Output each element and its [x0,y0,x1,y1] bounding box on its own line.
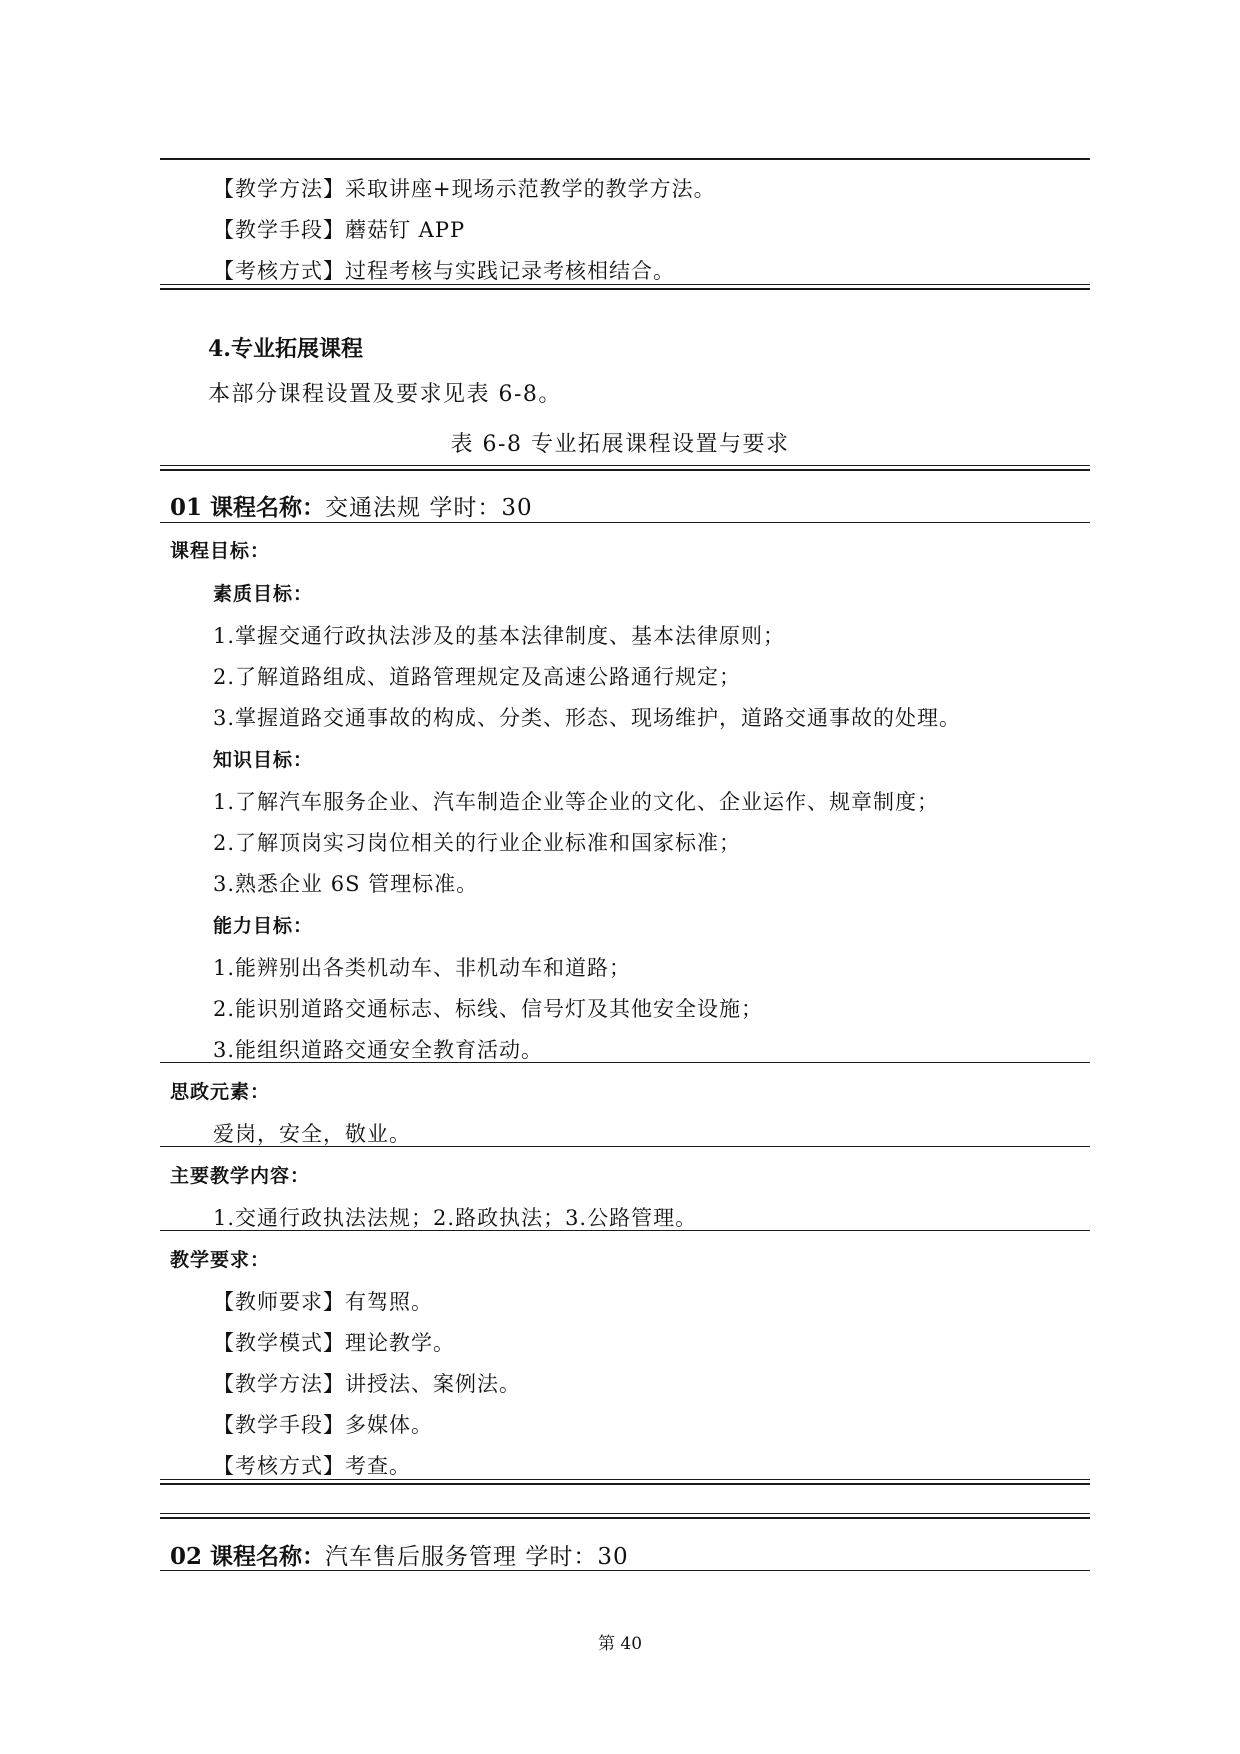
knowledge-goals-title: 知识目标： [213,749,314,771]
top-table-bottom-rule-1 [160,284,1090,285]
quality-goal-item: 1.掌握交通行政执法涉及的基本法律制度、基本法律原则； [213,624,786,648]
quality-goal-item: 3.掌握道路交通事故的构成、分类、形态、现场维护，道路交通事故的处理。 [213,706,962,730]
course1-bottom-rule-2 [160,1483,1090,1485]
requirement-item: 【教学模式】理论教学。 [213,1331,455,1355]
course-goals-title: 课程目标： [170,540,271,562]
course1-bottom-rule-1 [160,1479,1090,1480]
requirement-item: 【考核方式】考查。 [213,1454,411,1478]
content-title: 主要教学内容： [170,1165,311,1187]
ability-goal-item: 1.能辨别出各类机动车、非机动车和道路； [213,956,632,980]
quality-goals-title: 素质目标： [213,583,314,605]
ability-goal-item: 3.能组织道路交通安全教育活动。 [213,1038,544,1062]
course1-header [170,489,533,522]
top-table-bottom-rule-2 [160,288,1090,290]
requirement-item: 【教学手段】多媒体。 [213,1413,433,1437]
course1-top-rule-1 [160,465,1090,466]
quality-goal-item: 2.了解道路组成、道路管理规定及高速公路通行规定； [213,665,742,689]
course2-header-label: 02 课程名称： [170,1543,326,1570]
section-intro: 本部分课程设置及要求见表 6-8。 [208,382,562,407]
top-teaching-method: 【教学方法】采取讲座+现场示范教学的教学方法。 [213,177,716,201]
knowledge-goal-item: 3.熟悉企业 6S 管理标准。 [213,872,479,896]
requirements-title: 教学要求： [170,1249,271,1271]
top-table-rule [160,158,1090,160]
course1-header-rule [160,522,1090,523]
section-title: 4.专业拓展课程 [208,336,363,362]
page-number: 第 40 [597,1634,643,1654]
course1-header-label: 01 课程名称： [170,494,326,521]
requirement-item: 【教学方法】讲授法、案例法。 [213,1372,521,1396]
course2-header-value: 汽车售后服务管理 学时：30 [325,1544,629,1570]
course1-header-value: 交通法规 学时：30 [325,495,533,521]
top-teaching-means: 【教学手段】蘑菇钉 APP [213,218,466,242]
content-text: 1.交通行政执法法规；2.路政执法；3.公路管理。 [213,1206,698,1230]
course2-top-rule-2 [160,1517,1090,1519]
content-bottom-rule [160,1230,1090,1231]
requirement-item: 【教师要求】有驾照。 [213,1290,433,1314]
table-caption: 表 6-8 专业拓展课程设置与要求 [450,432,790,457]
ideology-bottom-rule [160,1146,1090,1147]
course1-top-rule-2 [160,469,1090,471]
ability-goals-title: 能力目标： [213,915,314,937]
course2-header [170,1538,629,1571]
ideology-text: 爱岗，安全，敬业。 [213,1122,411,1146]
course2-header-rule [160,1570,1090,1571]
course2-top-rule-1 [160,1513,1090,1514]
ability-goal-item: 2.能识别道路交通标志、标线、信号灯及其他安全设施； [213,997,764,1021]
ideology-title: 思政元素： [170,1081,271,1103]
knowledge-goal-item: 2.了解顶岗实习岗位相关的行业企业标准和国家标准； [213,831,742,855]
knowledge-goal-item: 1.了解汽车服务企业、汽车制造企业等企业的文化、企业运作、规章制度； [213,790,940,814]
goals-bottom-rule [160,1062,1090,1063]
top-assessment: 【考核方式】过程考核与实践记录考核相结合。 [213,259,675,283]
